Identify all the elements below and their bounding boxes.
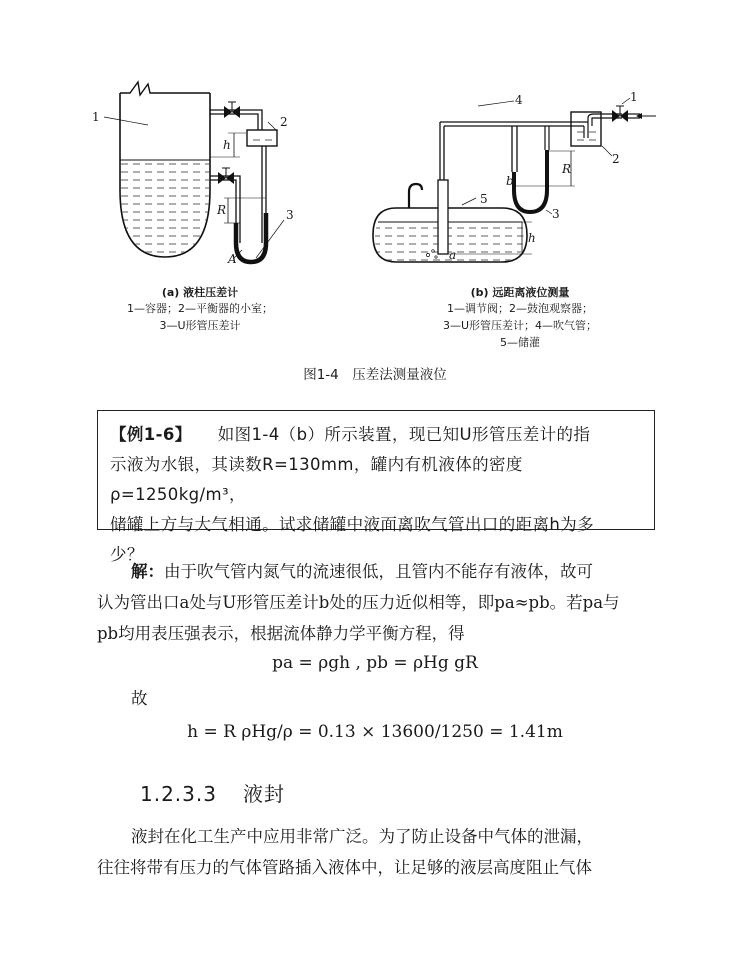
label-b-a: a: [449, 248, 457, 262]
section-number: 1.2.3.3: [140, 782, 217, 806]
legend-b-line: 5—储灌: [500, 336, 540, 349]
legend-b: [420, 300, 620, 351]
label-b-5: 5: [480, 192, 488, 206]
label-b-R: R: [562, 162, 572, 176]
diagram-b-remote-level-measurement: [373, 98, 656, 262]
u-tube-manometer: [514, 150, 547, 212]
label-a-A: A: [228, 252, 237, 266]
example-tag: 【例1-6】: [110, 425, 192, 444]
label-b-b: b: [506, 174, 514, 188]
legend-a-line: 3—U形管压差计: [159, 319, 241, 332]
section-title: 液封: [242, 782, 285, 806]
example-line-3: 储罐上方与大气相通。试求储罐中液面离吹气管出口的距离h为多: [110, 515, 595, 534]
legend-b-line: 3—U形管压差计；4—吹气管；: [442, 319, 598, 332]
label-b-h: h: [528, 231, 536, 245]
solution-line-1-text: 由于吹气管内氮气的流速很低，且管内不能存有液体，故可: [164, 562, 593, 581]
solution-line-3: pb均用表压强表示，根据流体静力学平衡方程，得: [97, 624, 465, 643]
label-a-3: 3: [286, 208, 294, 222]
example-box: [97, 410, 655, 564]
label-b-1: 1: [630, 90, 638, 104]
legend-a-line: 1—容器；2—平衡器的小室；: [127, 302, 273, 315]
solution-line-1: [131, 557, 593, 587]
equation-height: h = R ρHg/ρ = 0.13 × 13600/1250 = 1.41m: [187, 722, 563, 742]
label-b-3: 3: [552, 207, 560, 221]
legend-a: [100, 300, 300, 334]
example-line-1-text: 如图1-4（b）所示装置，现已知U形管压差计的指: [217, 425, 591, 444]
label-a-R: R: [217, 203, 227, 217]
solution-line-2: 认为管出口a处与U形管压差计b处的压力近似相等，即pa≈pb。若pa与: [97, 593, 620, 612]
paragraph-line-2: 往往将带有压力的气体管路插入液体中，让足够的液层高度阻止气体: [97, 858, 592, 877]
label-a-2: 2: [280, 115, 288, 129]
container-liquid: [121, 160, 209, 256]
diagram-a-liquid-column-manometer: [104, 82, 284, 262]
example-line-4: 少？: [110, 545, 144, 564]
tank-vent: [409, 184, 422, 208]
subfigure-a-title: (a) 液柱压差计: [161, 286, 239, 299]
label-a-1: 1: [92, 110, 100, 124]
subfigure-b-title: (b) 远距离液位测量: [470, 286, 570, 299]
example-text: [110, 420, 646, 570]
blow-pipe: [438, 180, 448, 254]
example-line-1: [110, 420, 646, 450]
label-b-4: 4: [515, 93, 523, 107]
section-heading: [140, 778, 285, 807]
control-valve-icon: [612, 106, 628, 122]
equation-pressure: pa = ρgh , pb = ρHg gR: [272, 653, 478, 673]
example-line-2: 示液为水银，其读数R=130mm，罐内有机液体的密度ρ=1250kg/m³，: [110, 455, 523, 504]
legend-b-line: 1—调节阀；2—鼓泡观察器；: [447, 302, 593, 315]
label-a-h: h: [223, 138, 231, 152]
paragraph-line-1: 液封在化工生产中应用非常广泛。为了防止设备中气体的泄漏，: [131, 827, 593, 846]
therefore-word: 故: [131, 689, 148, 708]
solution-lead: 解：: [131, 562, 164, 581]
lower-valve-icon: [218, 168, 234, 184]
figure-caption: 图1-4 压差法测量液位: [303, 367, 447, 383]
u-tube: [236, 243, 266, 262]
label-b-2: 2: [612, 152, 620, 166]
container-broken-top: [120, 82, 210, 95]
upper-valve-icon: [224, 102, 240, 118]
